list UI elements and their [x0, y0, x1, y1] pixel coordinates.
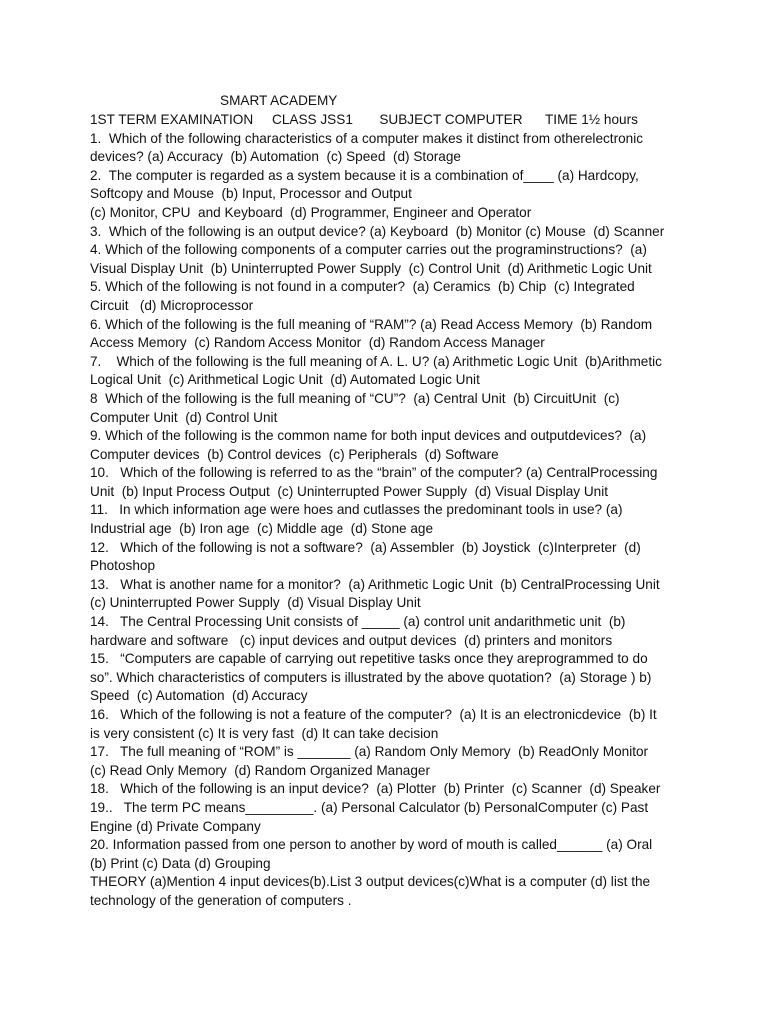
question-text-line: (c) Uninterrupted Power Supply (d) Visual Display Unit	[90, 595, 421, 611]
question-text-line: 13. What is another name for a monitor? (a) Arithmetic Logic Unit (b) CentralProcessing Unit	[90, 576, 660, 592]
question-text-line: so”. Which characteristics of computers is illustrated by the above quotation? (a) Storage ) b)	[90, 669, 652, 685]
question-text-line: technology of the generation of computers .	[90, 892, 352, 908]
question-text-line: 8 Which of the following is the full meaning of “CU”? (a) Central Unit (b) CircuitUnit (c)	[90, 390, 620, 406]
document-body	[90, 111, 680, 911]
question-text-line: Speed (c) Automation (d) Accuracy	[90, 688, 308, 704]
question-text-line: Logical Unit (c) Arithmetical Logic Unit (d) Automated Logic Unit	[90, 372, 480, 388]
question-text-line: 1. Which of the following characteristics of a computer makes it distinct from otherelectronic	[90, 130, 644, 146]
question-text-line: 20. Information passed from one person to another by word of mouth is called______ (a) Oral	[90, 837, 653, 853]
question-text-line: hardware and software (c) input devices and output devices (d) printers and monitors	[90, 632, 613, 648]
question-text-line: 19.. The term PC means_________. (a) Personal Calculator (b) PersonalComputer (c) Past	[90, 799, 649, 815]
question-text-line: 14. The Central Processing Unit consists of _____ (a) control unit andarithmetic unit (b)	[90, 614, 626, 630]
question-text-line: Visual Display Unit (b) Uninterrupted Power Supply (c) Control Unit (d) Arithmetic Logic Unit	[90, 260, 652, 276]
question-text-line: 2. The computer is regarded as a system because it is a combination of____ (a) Hardcopy,	[90, 167, 639, 183]
question-text-line: 5. Which of the following is not found in a computer? (a) Ceramics (b) Chip (c) Integrated	[90, 279, 635, 295]
question-text-line: Engine (d) Private Company	[90, 818, 261, 834]
question-text-line: Computer devices (b) Control devices (c) Peripherals (d) Software	[90, 446, 499, 462]
question-text-line: devices? (a) Accuracy (b) Automation (c) Speed (d) Storage	[90, 149, 461, 165]
exam-header-line: 1ST TERM EXAMINATION CLASS JSS1 SUBJECT COMPUTER TIME 1½ hours	[90, 112, 638, 127]
question-text-line: is very consistent (c) It is very fast (d) It can take decision	[90, 725, 439, 741]
question-text-line: 15. “Computers are capable of carrying out repetitive tasks once they areprogrammed to do	[90, 651, 648, 667]
question-text-line: 4. Which of the following components of a computer carries out the programinstructions? (a)	[90, 242, 647, 258]
question-text-line: Photoshop	[90, 558, 156, 574]
document-title: SMART ACADEMY	[220, 93, 338, 108]
question-text-line: 18. Which of the following is an input device? (a) Plotter (b) Printer (c) Scanner (d) Speaker	[90, 781, 661, 797]
question-text-line: (b) Print (c) Data (d) Grouping	[90, 855, 271, 871]
question-text-line: 10. Which of the following is referred to as the “brain” of the computer? (a) CentralProcessing	[90, 465, 658, 481]
question-text-line: Computer Unit (d) Control Unit	[90, 409, 278, 425]
question-text-line: THEORY (a)Mention 4 input devices(b).List 3 output devices(c)What is a computer (d) list the	[90, 874, 651, 890]
question-text-line: Circuit (d) Microprocessor	[90, 297, 254, 313]
question-text-line: 6. Which of the following is the full meaning of “RAM”? (a) Read Access Memory (b) Random	[90, 316, 653, 332]
question-text-line: Access Memory (c) Random Access Monitor (d) Random Access Manager	[90, 335, 545, 351]
question-text-line: (c) Read Only Memory (d) Random Organized Manager	[90, 762, 430, 778]
question-text-line: 17. The full meaning of “ROM” is _______ (a) Random Only Memory (b) ReadOnly Monitor	[90, 744, 649, 760]
question-text-line: Industrial age (b) Iron age (c) Middle age (d) Stone age	[90, 521, 434, 537]
question-text-line: Softcopy and Mouse (b) Input, Processor and Output	[90, 186, 412, 202]
question-text-line: 3. Which of the following is an output device? (a) Keyboard (b) Monitor (c) Mouse (d) Scanner	[90, 223, 665, 239]
question-text-line: 9. Which of the following is the common name for both input devices and outputdevices? (a)	[90, 428, 647, 444]
question-text-line: 7. Which of the following is the full meaning of A. L. U? (a) Arithmetic Logic Unit (b)Arithmetic	[90, 353, 662, 369]
question-text-line: 16. Which of the following is not a feature of the computer? (a) It is an electronicdevice (b) It	[90, 707, 657, 722]
question-text-line: (c) Monitor, CPU and Keyboard (d) Programmer, Engineer and Operator	[90, 204, 532, 220]
question-text-line: 11. In which information age were hoes and cutlasses the predominant tools in use? (a)	[90, 502, 623, 518]
question-text-line: Unit (b) Input Process Output (c) Uninterrupted Power Supply (d) Visual Display Unit	[90, 483, 609, 499]
question-text-line: 12. Which of the following is not a software? (a) Assembler (b) Joystick (c)Interpreter (d)	[90, 539, 641, 555]
